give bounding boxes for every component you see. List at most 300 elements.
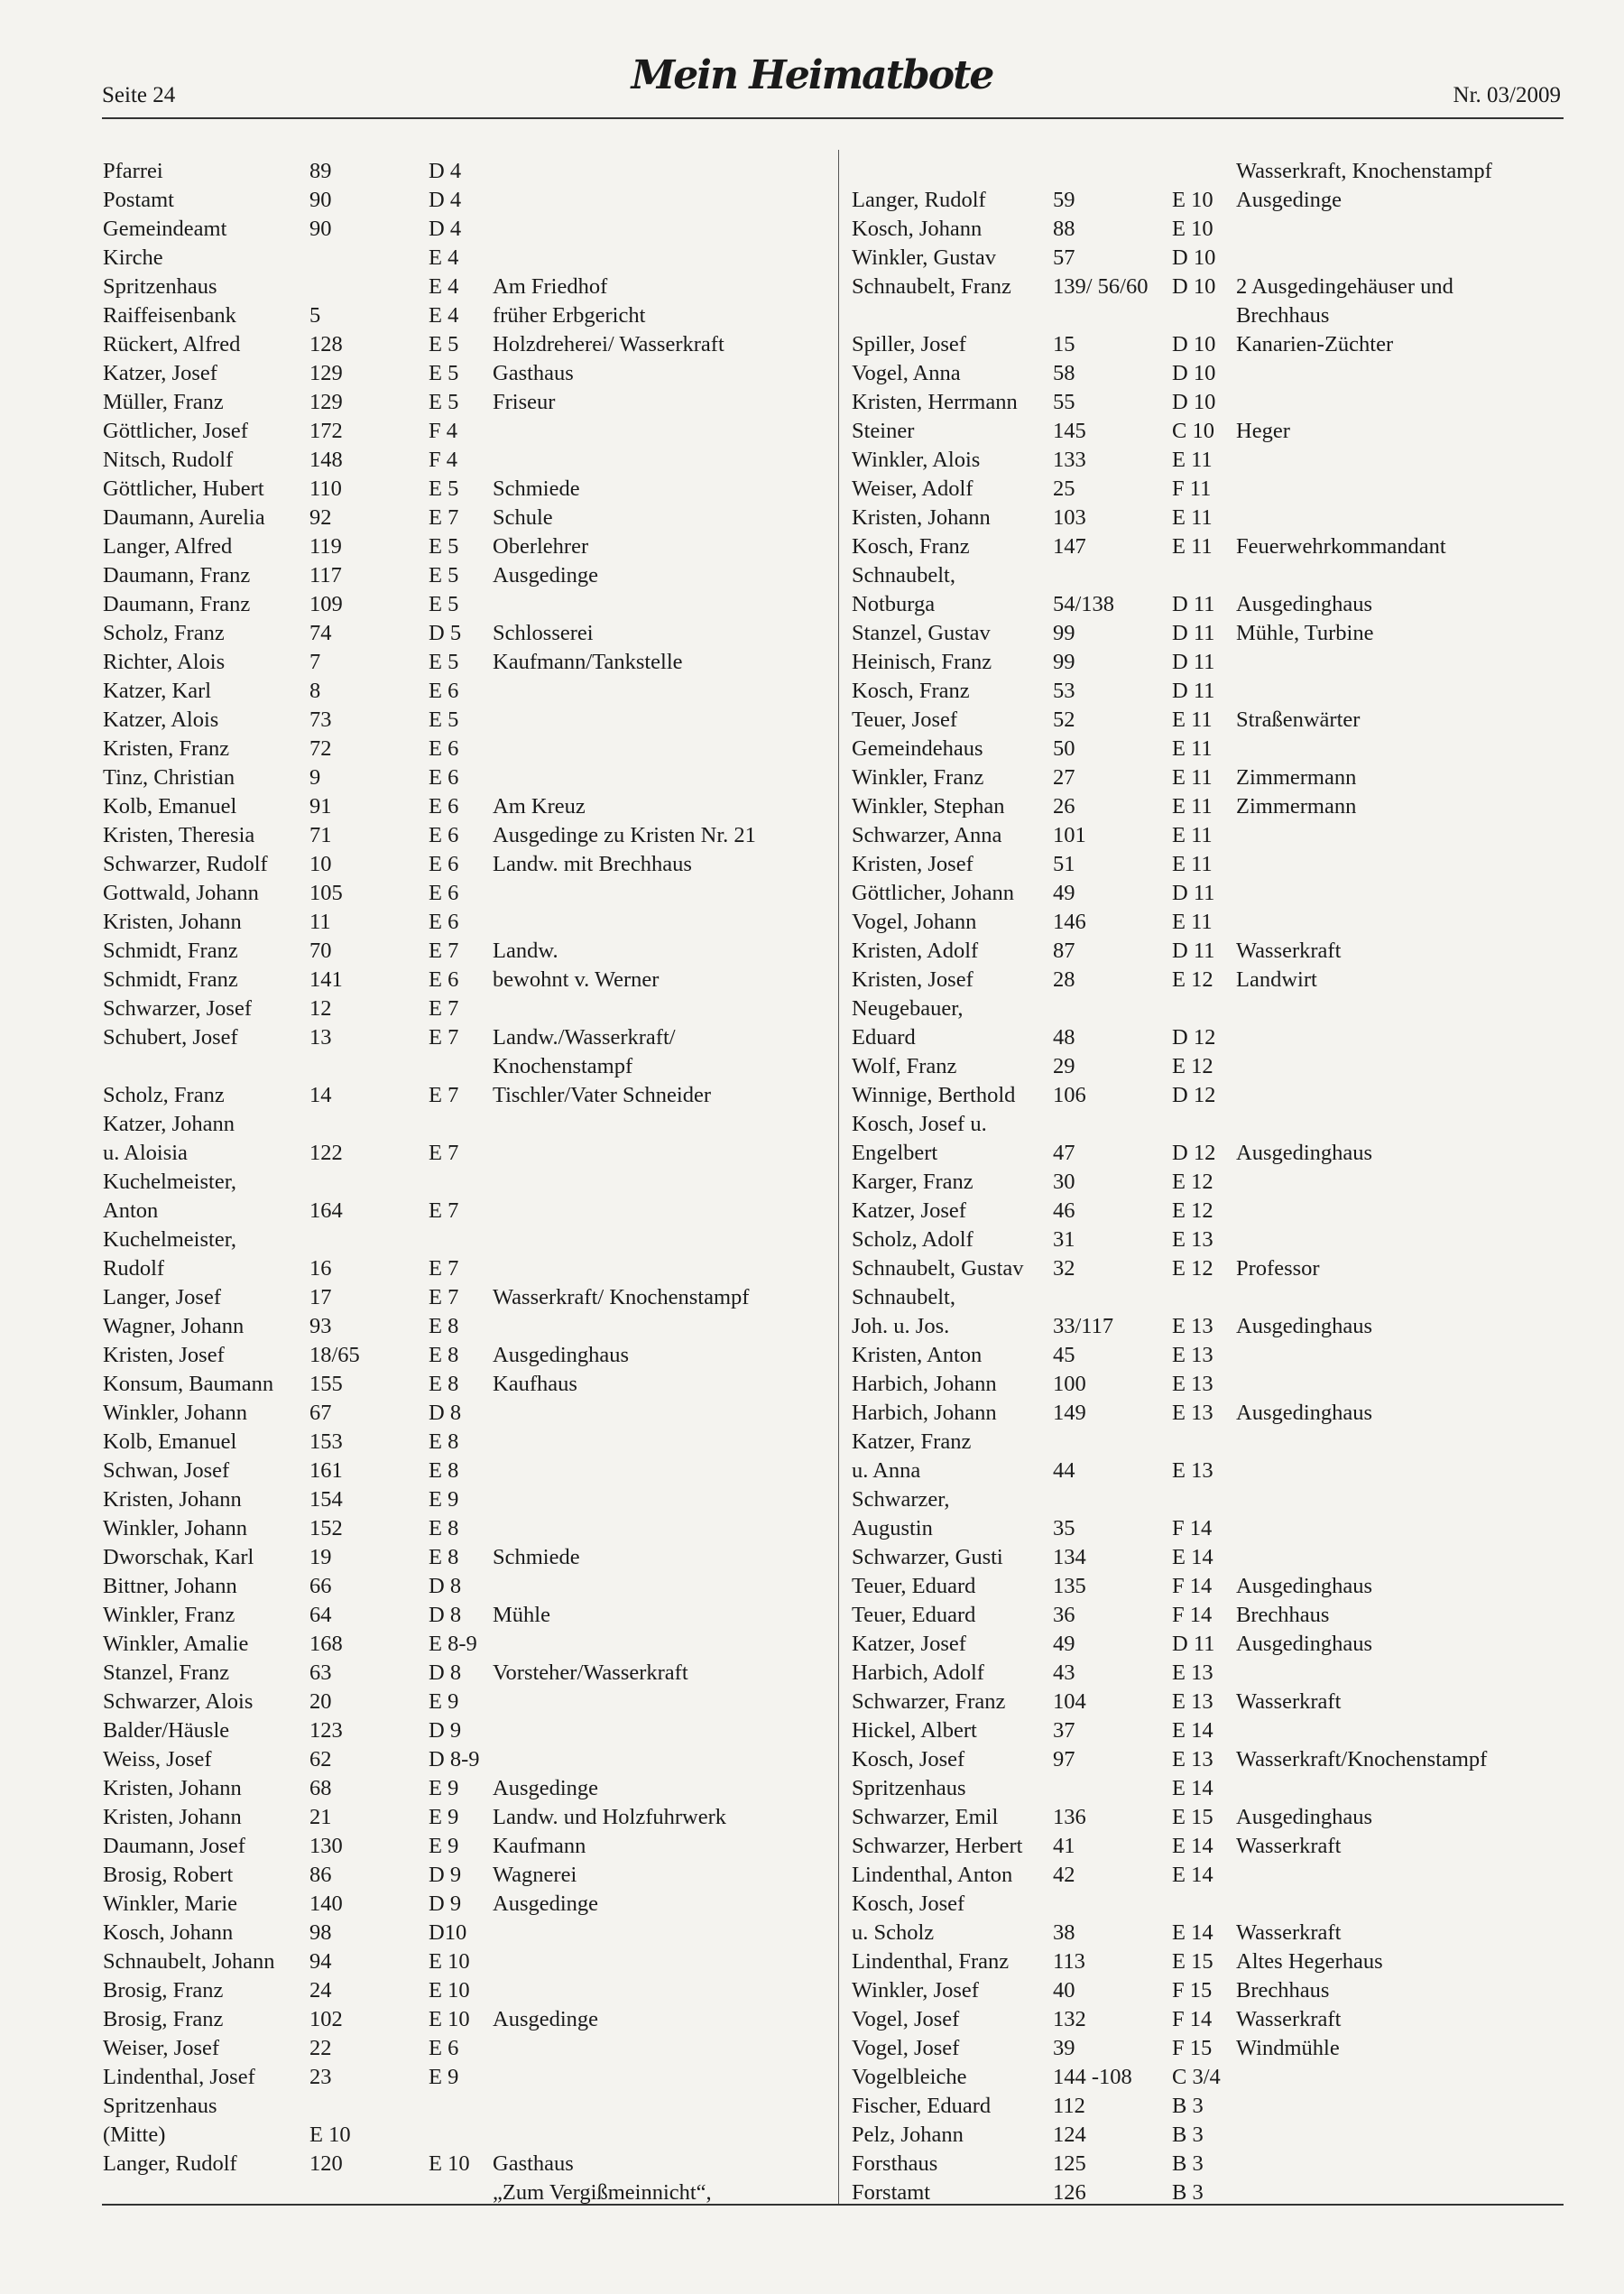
table-row (103, 2063, 854, 2092)
grid-cell: D 8 (429, 1574, 462, 1598)
number-cell: 152 (309, 1516, 343, 1540)
name-cell: Göttlicher, Johann (852, 881, 1015, 905)
name-cell: Stanzel, Franz (103, 1660, 230, 1685)
name-cell: Joh. u. Jos. (852, 1314, 950, 1338)
number-cell (309, 1168, 429, 1197)
name-cell: Kuchelmeister, (103, 1170, 237, 1194)
name-cell: Gottwald, Johann (103, 881, 259, 905)
name-cell: Kristen, Herrmann (852, 390, 1018, 414)
number-cell: 148 (309, 448, 343, 472)
number-cell: 16 (309, 1256, 332, 1281)
table-row (103, 1572, 854, 1601)
note-cell: Friseur (493, 390, 556, 414)
name-cell: Schwarzer, Emil (852, 1805, 999, 1829)
name-cell: Scholz, Adolf (852, 1227, 973, 1252)
name-cell: Langer, Alfred (103, 534, 233, 559)
name-cell: Kristen, Josef (103, 1343, 225, 1367)
number-cell: 110 (309, 476, 342, 501)
name-cell: Heinisch, Franz (852, 650, 992, 674)
number-cell (1053, 1110, 1172, 1139)
table-row (103, 561, 854, 590)
note-cell (1236, 1052, 1570, 1081)
name-cell: Kristen, Johann (852, 505, 991, 530)
grid-cell: E 11 (1172, 505, 1213, 530)
table-row (852, 590, 1570, 619)
note-cell: Ausgedinge (1236, 188, 1343, 212)
name-cell: Pfarrei (103, 159, 163, 183)
name-cell: Schwarzer, Gusti (852, 1545, 1003, 1569)
name-cell: Wolf, Franz (852, 1054, 957, 1078)
name-cell: Brosig, Franz (103, 2007, 224, 2031)
name-cell: Winkler, Gustav (852, 245, 996, 270)
grid-cell: E 13 (1172, 1747, 1213, 1771)
grid-cell: D 4 (429, 188, 462, 212)
note-cell (493, 1428, 854, 1457)
name-cell: Schwarzer, Josef (103, 996, 253, 1021)
note-cell (493, 1457, 854, 1485)
grid-cell: E 5 (429, 650, 459, 674)
number-cell: 141 (309, 967, 343, 992)
table-row (103, 475, 854, 504)
column-divider (838, 150, 839, 2204)
number-cell: 59 (1053, 188, 1075, 212)
left-column-table (103, 157, 854, 2207)
grid-cell: F 11 (1172, 476, 1212, 501)
grid-cell: E 12 (1172, 1054, 1213, 1078)
number-cell: 55 (1053, 390, 1075, 414)
grid-cell: E 15 (1172, 1805, 1213, 1829)
note-cell (1236, 2150, 1570, 2178)
number-cell: 172 (309, 419, 343, 443)
name-cell: Katzer, Josef (852, 1632, 966, 1656)
table-row (852, 677, 1570, 706)
note-cell (1236, 1110, 1570, 1139)
note-cell (1236, 879, 1570, 908)
name-cell: Schwarzer, Herbert (852, 1834, 1023, 1858)
name-cell: Lindenthal, Anton (852, 1863, 1013, 1887)
name-cell: Fischer, Eduard (852, 2094, 992, 2118)
table-row (852, 2034, 1570, 2063)
grid-cell: E 5 (429, 332, 459, 356)
table-row (103, 330, 854, 359)
note-cell (493, 994, 854, 1023)
name-cell: Kristen, Anton (852, 1343, 983, 1367)
table-row (103, 1168, 854, 1197)
name-cell (852, 157, 1053, 186)
note-cell: Knochenstampf (493, 1054, 633, 1078)
table-row (103, 735, 854, 763)
note-cell (1236, 446, 1570, 475)
table-row (103, 1081, 854, 1110)
grid-cell: B 3 (1172, 2094, 1204, 2118)
note-cell: Professor (1236, 1256, 1320, 1281)
note-cell (493, 1514, 854, 1543)
grid-cell: E 9 (429, 1834, 459, 1858)
table-row (103, 1399, 854, 1428)
table-row (103, 1861, 854, 1890)
number-cell: 149 (1053, 1401, 1086, 1425)
number-cell: 41 (1053, 1834, 1075, 1858)
grid-cell: E 9 (429, 1776, 459, 1800)
number-cell: 99 (1053, 621, 1075, 645)
name-cell: Winkler, Stephan (852, 794, 1005, 819)
name-cell: Richter, Alois (103, 650, 226, 674)
table-row (852, 792, 1570, 821)
number-cell (1053, 1774, 1172, 1803)
grid-cell (1172, 1110, 1236, 1139)
table-row (103, 1919, 854, 1947)
grid-cell: D 11 (1172, 1632, 1215, 1656)
number-cell: 28 (1053, 967, 1075, 992)
number-cell: 103 (1053, 505, 1086, 530)
note-cell (1236, 475, 1570, 504)
number-cell: 90 (309, 217, 332, 241)
name-cell: Forsthaus (852, 2151, 938, 2176)
grid-cell: E 13 (1172, 1227, 1213, 1252)
name-cell: Schubert, Josef (103, 1025, 238, 1050)
table-row (103, 388, 854, 417)
grid-cell: D 8-9 (429, 1747, 480, 1771)
name-cell: Gemeindeamt (103, 217, 227, 241)
name-cell: Vogel, Anna (852, 361, 961, 385)
grid-cell: E 12 (1172, 1198, 1213, 1223)
number-cell: 67 (309, 1401, 332, 1425)
grid-cell: F 14 (1172, 2007, 1213, 2031)
note-cell: Brechhaus (1236, 1603, 1330, 1627)
note-cell (1236, 1485, 1570, 1514)
grid-cell: E 13 (1172, 1343, 1213, 1367)
note-cell (493, 417, 854, 446)
name-cell: Winkler, Johann (103, 1401, 247, 1425)
grid-cell: D 11 (1172, 621, 1215, 645)
table-row (103, 850, 854, 879)
note-cell: Ausgedinge (493, 563, 599, 587)
number-cell (309, 1110, 429, 1139)
grid-cell: B 3 (1172, 2180, 1204, 2205)
note-cell: Zimmermann (1236, 794, 1357, 819)
grid-cell: D 12 (1172, 1083, 1216, 1107)
name-cell: Katzer, Josef (852, 1198, 966, 1223)
table-row (852, 273, 1570, 301)
note-cell (493, 1716, 854, 1745)
note-cell (493, 1630, 854, 1659)
number-cell: 45 (1053, 1343, 1075, 1367)
name-cell: Spritzenhaus (852, 1776, 966, 1800)
table-row (852, 763, 1570, 792)
name-cell: Winkler, Johann (103, 1516, 247, 1540)
note-cell (493, 244, 854, 273)
note-cell (493, 1197, 854, 1226)
table-row (852, 1745, 1570, 1774)
number-cell: 99 (1053, 650, 1075, 674)
note-cell (493, 735, 854, 763)
table-row (852, 1168, 1570, 1197)
note-cell: Wasserkraft (1236, 1920, 1342, 1945)
note-cell: Schlosserei (493, 621, 594, 645)
name-cell: Balder/Häusle (103, 1718, 230, 1743)
number-cell: 22 (309, 2036, 332, 2060)
note-cell (493, 1572, 854, 1601)
note-cell: Mühle (493, 1603, 550, 1627)
grid-cell: D 9 (429, 1718, 462, 1743)
note-cell (1236, 1890, 1570, 1919)
table-row (103, 1601, 854, 1630)
number-cell: 51 (1053, 852, 1075, 876)
number-cell: 31 (1053, 1227, 1075, 1252)
name-cell: Langer, Rudolf (103, 2151, 237, 2176)
grid-cell: D10 (429, 1920, 467, 1945)
note-cell (493, 677, 854, 706)
name-cell: Kristen, Adolf (852, 939, 979, 963)
name-cell: Langer, Rudolf (852, 188, 986, 212)
grid-cell: F 14 (1172, 1603, 1213, 1627)
number-cell (1053, 1890, 1172, 1919)
table-row (852, 388, 1570, 417)
grid-cell: D 4 (429, 159, 462, 183)
table-row (103, 763, 854, 792)
name-cell: Lindenthal, Franz (852, 1949, 1010, 1974)
name-cell: u. Anna (852, 1458, 921, 1483)
name-cell: Hickel, Albert (852, 1718, 977, 1743)
number-cell: 18/65 (309, 1343, 360, 1367)
number-cell: 132 (1053, 2007, 1086, 2031)
name-cell: Katzer, Alois (103, 708, 219, 732)
table-row (103, 532, 854, 561)
grid-cell: D 10 (1172, 274, 1216, 299)
table-row (852, 966, 1570, 994)
grid-cell: E 7 (429, 996, 459, 1021)
number-cell: 91 (309, 794, 332, 819)
table-row (852, 1601, 1570, 1630)
number-cell: 139/ 56/60 (1053, 274, 1149, 299)
note-cell: Wasserkraft (1236, 1689, 1342, 1714)
number-cell: 146 (1053, 910, 1086, 934)
number-cell: 32 (1053, 1256, 1075, 1281)
name-cell: Rudolf (103, 1256, 165, 1281)
table-row (852, 2063, 1570, 2092)
number-cell: 105 (309, 881, 343, 905)
name-cell: Winkler, Franz (852, 765, 984, 790)
number-cell: 52 (1053, 708, 1075, 732)
name-cell: Scholz, Franz (103, 621, 225, 645)
grid-cell: D 8 (429, 1603, 462, 1627)
number-cell (1053, 301, 1172, 330)
table-row (852, 706, 1570, 735)
number-cell: 70 (309, 939, 332, 963)
number-cell (1053, 1485, 1172, 1514)
table-row (852, 2150, 1570, 2178)
table-row (103, 619, 854, 648)
name-cell: (Mitte) (103, 2123, 166, 2147)
note-cell (493, 1226, 854, 1254)
number-cell: 57 (1053, 245, 1075, 270)
name-cell: Schmidt, Franz (103, 967, 238, 992)
table-row (852, 1803, 1570, 1832)
name-cell: Raiffeisenbank (103, 303, 236, 328)
table-row (103, 1023, 854, 1052)
grid-cell: E 7 (429, 1083, 459, 1107)
table-row (103, 244, 854, 273)
table-row (852, 157, 1570, 186)
number-cell: 153 (309, 1429, 343, 1454)
grid-cell: E 7 (429, 939, 459, 963)
table-row (852, 1081, 1570, 1110)
grid-cell: D 9 (429, 1892, 462, 1916)
note-cell: Landw. und Holzfuhrwerk (493, 1805, 726, 1829)
grid-cell (1172, 1283, 1236, 1312)
grid-cell: D 11 (1172, 679, 1215, 703)
footer-rule (102, 2204, 1564, 2206)
note-cell (493, 157, 854, 186)
number-cell (1053, 561, 1172, 590)
number-cell (1053, 1428, 1172, 1457)
number-cell: 54/138 (1053, 592, 1115, 616)
grid-cell: E 12 (1172, 1170, 1213, 1194)
table-row (852, 1543, 1570, 1572)
number-cell: 106 (1053, 1083, 1086, 1107)
table-row (103, 1370, 854, 1399)
name-cell: Harbich, Johann (852, 1372, 997, 1396)
note-cell (493, 1919, 854, 1947)
note-cell: 2 Ausgedingehäuser und (1236, 274, 1453, 299)
name-cell: Kosch, Franz (852, 534, 970, 559)
grid-cell: E 11 (1172, 448, 1213, 472)
number-cell: 126 (1053, 2180, 1086, 2205)
name-cell: Kosch, Johann (852, 217, 983, 241)
name-cell: Schnaubelt, Johann (103, 1949, 275, 1974)
table-row (103, 2034, 854, 2063)
grid-cell: E 8 (429, 1458, 459, 1483)
name-cell: Kosch, Josef (852, 1892, 965, 1916)
number-cell: 12 (309, 996, 332, 1021)
table-row (852, 2005, 1570, 2034)
table-row (852, 1630, 1570, 1659)
grid-cell: E 5 (429, 361, 459, 385)
number-cell: 9 (309, 765, 321, 790)
note-cell (1236, 648, 1570, 677)
note-cell (1236, 1168, 1570, 1197)
note-cell: Mühle, Turbine (1236, 621, 1374, 645)
table-row (103, 1485, 854, 1514)
grid-cell: D 8 (429, 1660, 462, 1685)
note-cell: Heger (1236, 419, 1290, 443)
table-row (852, 1485, 1570, 1514)
number-cell: 145 (1053, 419, 1086, 443)
table-row (103, 1226, 854, 1254)
note-cell: Schmiede (493, 476, 580, 501)
name-cell: Winkler, Amalie (103, 1632, 249, 1656)
number-cell: 46 (1053, 1198, 1075, 1223)
number-cell: 92 (309, 505, 332, 530)
number-cell (309, 273, 429, 301)
note-cell: Ausgedinghaus (1236, 1574, 1373, 1598)
grid-cell: E 9 (429, 1805, 459, 1829)
note-cell (1236, 1023, 1570, 1052)
number-cell (1053, 157, 1172, 186)
name-cell: Brosig, Franz (103, 1978, 224, 2003)
name-cell: Kristen, Johann (103, 1805, 242, 1829)
grid-cell: E 10 (1172, 217, 1213, 241)
number-cell: 53 (1053, 679, 1075, 703)
name-cell: Kolb, Emanuel (103, 794, 237, 819)
grid-cell: E 10 (429, 2007, 470, 2031)
note-cell: bewohnt v. Werner (493, 967, 660, 992)
grid-cell: E 8 (429, 1429, 459, 1454)
note-cell: Kaufhaus (493, 1372, 577, 1396)
number-cell: 30 (1053, 1170, 1075, 1194)
note-cell: Brechhaus (1236, 1978, 1330, 2003)
number-cell: 109 (309, 592, 343, 616)
table-row (852, 1716, 1570, 1745)
number-cell: 73 (309, 708, 332, 732)
note-cell (493, 2063, 854, 2092)
table-row (852, 908, 1570, 937)
grid-cell: E 5 (429, 592, 459, 616)
table-row (103, 215, 854, 244)
grid-cell: B 3 (1172, 2151, 1204, 2176)
grid-cell: E 8-9 (429, 1632, 477, 1656)
grid-cell: D 10 (1172, 245, 1216, 270)
number-cell (309, 2092, 429, 2121)
note-cell: Landw. mit Brechhaus (493, 852, 692, 876)
grid-cell: E 8 (429, 1343, 459, 1367)
note-cell (493, 215, 854, 244)
number-cell: 104 (1053, 1689, 1086, 1714)
table-row (103, 879, 854, 908)
number-cell: 48 (1053, 1025, 1075, 1050)
note-cell (1236, 561, 1570, 590)
table-row (103, 937, 854, 966)
number-cell: 120 (309, 2151, 343, 2176)
table-row (103, 1197, 854, 1226)
table-row (103, 301, 854, 330)
name-cell: Schwarzer, Anna (852, 823, 1002, 847)
note-cell: Landw./Wasserkraft/ (493, 1025, 676, 1050)
number-cell: 25 (1053, 476, 1075, 501)
name-cell: Spiller, Josef (852, 332, 966, 356)
table-row (103, 1110, 854, 1139)
table-row (103, 186, 854, 215)
number-cell: 14 (309, 1083, 332, 1107)
note-cell (493, 186, 854, 215)
number-cell: 19 (309, 1545, 332, 1569)
grid-cell: E 13 (1172, 1689, 1213, 1714)
note-cell (493, 1168, 854, 1197)
note-cell (493, 2034, 854, 2063)
table-row (103, 359, 854, 388)
grid-cell: E 6 (429, 967, 459, 992)
name-cell: Göttlicher, Hubert (103, 476, 264, 501)
note-cell (1236, 1226, 1570, 1254)
name-cell: Schwarzer, (852, 1487, 950, 1512)
table-row (852, 821, 1570, 850)
note-cell (1236, 1861, 1570, 1890)
table-row (852, 186, 1570, 215)
table-row (103, 1803, 854, 1832)
name-cell: Eduard (852, 1025, 916, 1050)
number-cell: 74 (309, 621, 332, 645)
name-cell: Teuer, Josef (852, 708, 958, 732)
name-cell: Nitsch, Rudolf (103, 448, 234, 472)
table-row (103, 1312, 854, 1341)
note-cell (1236, 244, 1570, 273)
note-cell (1236, 1659, 1570, 1688)
grid-cell (1172, 1428, 1236, 1457)
name-cell: Scholz, Franz (103, 1083, 225, 1107)
grid-cell: D 11 (1172, 650, 1215, 674)
number-cell (309, 1052, 429, 1081)
table-row (852, 1861, 1570, 1890)
